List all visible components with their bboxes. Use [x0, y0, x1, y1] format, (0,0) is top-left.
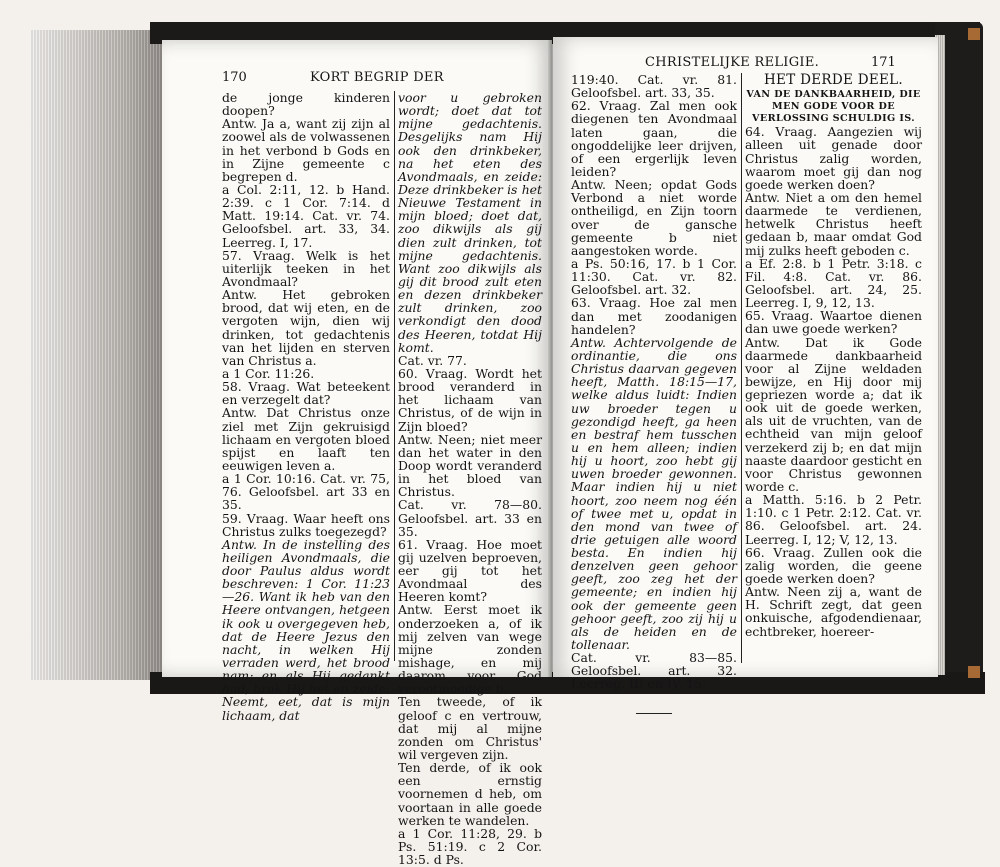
paragraph: Antw. Niet a om den hemel daarmede te verdienen, hetwelk Christus heeft gedaan b, maar omdat God mij zulks heeft geboden c. — [745, 189, 922, 258]
paragraph: Cat. vr. 83—85. Geloofsbel. art. 32. Leerreg. III en IV, 15. — [571, 650, 737, 692]
paragraph: 62. Vraag. Zal men ook diegenen ten Avondmaal laten gaan, die ongoddelijke leer drijven, of een ergerlijk leven leiden? — [571, 98, 737, 179]
section-heading: HET DERDE DEEL. — [763, 72, 904, 88]
paragraph: Cat. vr. 77. — [398, 352, 467, 368]
paragraph: Ten tweede, of ik geloof c en vertrouw, dat mij al mijne zonden om Christus' wil vergeven zijn. — [398, 694, 542, 763]
paragraph: Antw. Neen zij a, want de H. Schrift zegt, dat geen onkuische, afgodendienaar, echtbreker, hoereer- — [745, 584, 922, 639]
left-page-column-2 — [398, 90, 542, 867]
right-page-column-2 — [745, 73, 922, 663]
left-page-column-1 — [222, 90, 390, 723]
paragraph: 119:40. Cat. vr. 81. Geloofsbel. art. 33, 35. — [571, 72, 737, 101]
left-page — [162, 40, 552, 867]
paragraph: 64. Vraag. Aangezien wij alleen uit genade door Christus zalig worden, waarom moet gij dan nog goede werken doen? — [745, 124, 922, 192]
paragraph: a 1 Cor. 11:26. — [222, 365, 315, 381]
corner-protector-top — [968, 28, 980, 40]
paragraph: a Ps. 50:16, 17. b 1 Cor. 11:30. Cat. vr. 82. Geloofsbel. art. 32. — [571, 255, 737, 298]
corner-protector-bottom — [968, 666, 980, 678]
paragraph: a Col. 2:11, 12. b Hand. 2:39. c 1 Cor. 7:14. d Matt. 19:14. Cat. vr. 74. Geloofsbel. art. 33, 34. Leerreg. I, 17. — [222, 181, 390, 250]
paragraph: Ten derde, of ik ook een ernstig voornemen d heb, om voortaan in alle goede werken te wandelen. — [398, 760, 542, 828]
paragraph: Antw. Eerst moet ik onderzoeken a, of ik mij zelven van wege mijne zonden mishage, en mij daarom voor God verootmoedige b. — [398, 602, 542, 697]
paragraph: a 1 Cor. 11:28, 29. b Ps. 51:19. c 2 Cor. 13:5. d Ps. — [398, 825, 542, 867]
column-rule — [394, 91, 395, 661]
paragraph: 61. Vraag. Hoe moet gij uzelven beproeven, eer gij tot het Avondmaal des Heeren komt? — [398, 536, 542, 605]
column-rule — [741, 73, 742, 663]
page-number: 171 — [871, 55, 896, 70]
paragraph: 65. Vraag. Waartoe dienen dan uwe goede werken? — [745, 308, 922, 337]
paragraph: voor u gebroken wordt; doet dat tot mijne gedachtenis. Desgelijks nam Hij ook den drinkbeker, na het eten des Avondmaals, en zeide: Deze drinkbeker is het Nieuwe Testament in mijn bloed; doet dat, zoo dikwijls als gij dien zult drinken, tot mijne gedachtenis. Want zoo dikwijls als gij dit brood zult eten en dezen drinkbeker zult drinken, zoo verkondigt den dood des Heeren, totdat Hij komt. — [398, 90, 542, 355]
paragraph: Antw. Neen; opdat Gods Verbond a niet worde ontheiligd, en Zijn toorn over de gansche gemeente b niet aangestoken worde. — [571, 177, 737, 258]
paragraph: Cat. vr. 78—80. Geloofsbel. art. 33 en 35. — [398, 497, 542, 539]
section-subheading: VAN DE DANKBAARHEID, DIE MEN GODE VOOR DE VERLOSSING SCHULDIG IS. — [746, 89, 921, 125]
paragraph: a 1 Cor. 10:16. Cat. vr. 75, 76. Geloofsbel. art 33 en 35. — [222, 471, 390, 513]
section-end-dash — [636, 713, 672, 714]
right-page-column-1 — [571, 72, 737, 692]
paragraph: 63. Vraag. Hoe zal men dan met zoodanigen handelen? — [571, 295, 737, 337]
paragraph: 57. Vraag. Welk is het uiterlijk teeken in het Avondmaal? — [222, 247, 390, 289]
page-number: 170 — [222, 70, 247, 85]
paragraph: Antw. In de instelling des heiligen Avondmaals, die door Paulus aldus wordt beschreven: 1 Cor. 11:23—26. Want ik heb van den Heere ontvangen, hetgeen ik ook u overgegeven heb, dat de Heere Jezus den nacht, in welken Hij verraden werd, het brood nam; en als Hij gedankt had, brak Hij het en zeide: Neemt, eet, dat is mijn lichaam, dat — [222, 536, 390, 723]
paragraph: a Ef. 2:8. b 1 Petr. 3:18. c Fil. 4:8. Cat. vr. 86. Geloofsbel. art. 24, 25. Leerreg. I, 9, 12, 13. — [745, 255, 922, 311]
paragraph: Antw. Het gebroken brood, dat wij eten, en de vergoten wijn, dien wij drinken, tot gedachtenis van het lijden en sterven van Christus a. — [222, 287, 390, 368]
right-page — [553, 37, 938, 692]
paragraph: Antw. Ja a, want zij zijn al zoowel als de volwassenen in het verbond b Gods en in Zijne gemeente c begrepen d. — [222, 116, 390, 184]
page-edges-left — [30, 30, 165, 680]
paragraph: 66. Vraag. Zullen ook die zalig worden, die geene goede werken doen? — [745, 544, 922, 587]
running-head: CHRISTELIJKE RELIGIE. — [645, 55, 820, 70]
paragraph: Antw. Achtervolgende de ordinantie, die ons Christus daarvan gegeven heeft, Matth. 18:15—17, welke aldus luidt: Indien uw broeder tegen u gezondigd heeft, ga heen en bestraf hem tusschen u en hem alleen; indien hij u hoort, zoo hebt gij uwen broeder gewonnen. Maar indien hij u niet hoort, zoo neem nog één of twee met u, opdat in den mond van twee of drie getuigen alle woord besta. En indien hij denzelven geen gehoor geeft, zoo zeg het der gemeente; en indien hij ook der gemeente geen gehoor geeft, zoo zij hij u als de heiden en de tollenaar. — [571, 334, 737, 653]
paragraph: Antw. Neen; niet meer dan het water in den Doop wordt veranderd in het bloed van Christus. — [398, 431, 542, 500]
paragraph: a Matth. 5:16. b 2 Petr. 1:10. c 1 Petr. 2:12. Cat. vr. 86. Geloofsbel. art. 24. Leerreg. I, 12; V, 12, 13. — [745, 492, 922, 547]
paragraph: de jonge kinderen doopen? — [222, 90, 390, 119]
paragraph: 59. Vraag. Waar heeft ons Christus zulks toegezegd? — [222, 510, 390, 539]
paragraph: Antw. Dat Christus onze ziel met Zijn gekruisigd lichaam en vergoten bloed spijst en laaft ten eeuwigen leven a. — [222, 405, 390, 473]
running-head: KORT BEGRIP DER — [310, 70, 444, 85]
paragraph: 58. Vraag. Wat beteekent en verzegelt dat? — [222, 379, 390, 408]
paragraph: Antw. Dat ik Gode daarmede dankbaarheid voor al Zijne weldaden bewijze, en Hij door mij gepriezen worde a; dat ik ook uit de goede werken, als uit de vruchten, van de echtheid van mijn geloof verzekerd zij b; en dat mijn naaste daardoor gesticht en voor Christus gewonnen worde c. — [745, 334, 922, 495]
paragraph: 60. Vraag. Wordt het brood veranderd in het lichaam van Christus, of de wijn in Zijn bloed? — [398, 365, 542, 434]
